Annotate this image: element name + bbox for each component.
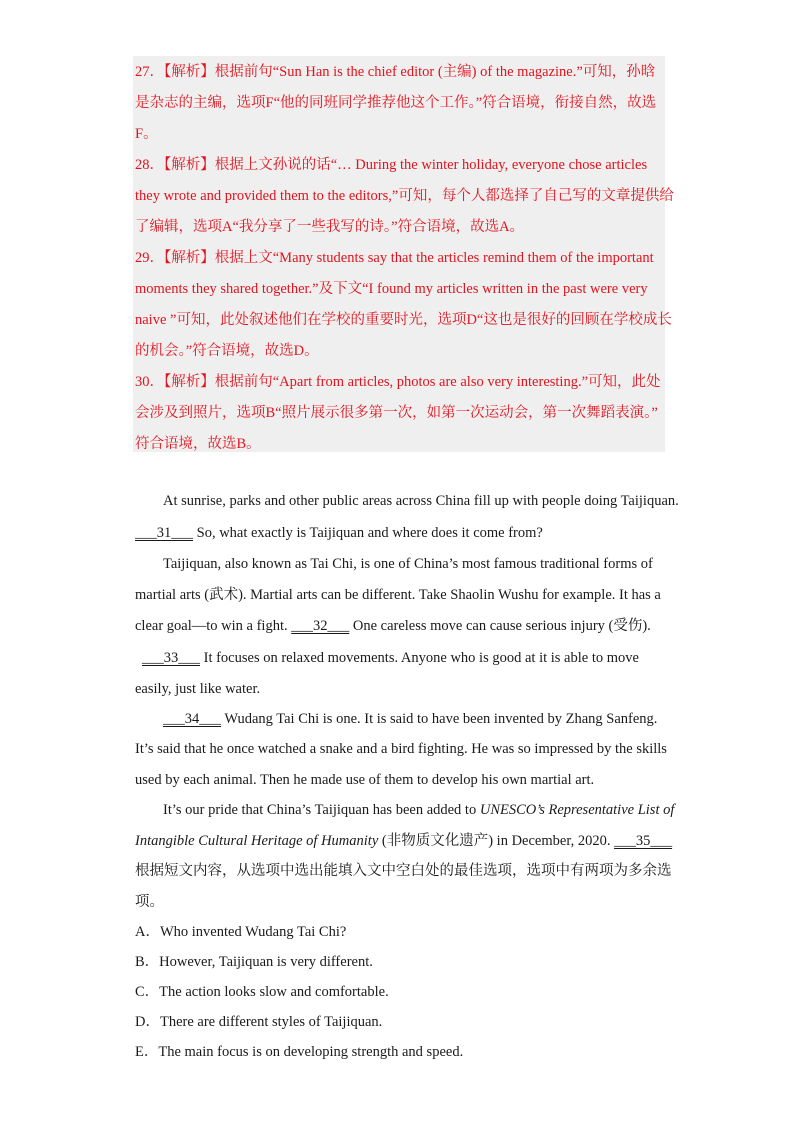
option-b[interactable]: B．However, Taijiquan is very different. (135, 954, 373, 970)
analysis-line: 了编辑，选项A“我分享了一些我写的诗。”符合语境，故选A。 (135, 219, 525, 235)
passage-line (163, 709, 657, 729)
analysis-line: 符合语境，故选B。 (135, 436, 261, 452)
analysis-line: naive ”可知，此处叙述他们在学校的重要时光，选项D“这也是很好的回顾在学校成长 (135, 312, 672, 328)
passage-line (142, 648, 639, 668)
passage-line (135, 616, 651, 636)
instruction-line: 根据短文内容，从选项中选出能填入文中空白处的最佳选项，选项中有两项为多余选 (135, 863, 672, 879)
analysis-line: they wrote and provided them to the editors,”可知，每个人都选择了自己写的文章提供给 (135, 188, 674, 204)
passage-line: martial arts (武术). Martial arts can be different. Take Shaolin Wushu for example. It has a (135, 587, 661, 603)
blank-32[interactable]: ___32___ (291, 618, 350, 634)
analysis-line: 29．【解析】根据上文“Many students say that the articles remind them of the important (135, 250, 654, 266)
passage-line (135, 831, 672, 851)
analysis-line: 28．【解析】根据上文孙说的话“… During the winter holiday, everyone chose articles (135, 157, 648, 173)
passage-text: It’s our pride that China’s Taijiquan has been added to (163, 802, 480, 818)
analysis-line: F。 (135, 126, 158, 142)
passage-line: It’s said that he once watched a snake and a bird fighting. He was so impressed by the skills (135, 741, 667, 757)
option-a[interactable]: A．Who invented Wudang Tai Chi? (135, 924, 347, 940)
passage-line: used by each animal. Then he made use of them to develop his own martial art. (135, 772, 595, 788)
passage-line (163, 800, 674, 820)
option-c[interactable]: C．The action looks slow and comfortable. (135, 984, 389, 1000)
passage-line: Taijiquan, also known as Tai Chi, is one of China’s most famous traditional forms of (163, 556, 653, 572)
passage-line (135, 523, 543, 543)
option-e[interactable]: E．The main focus is on developing strength and speed. (135, 1044, 464, 1060)
passage-text: clear goal—to win a fight. (135, 618, 292, 634)
option-d[interactable]: D．There are different styles of Taijiquan. (135, 1014, 383, 1030)
analysis-line: 30．【解析】根据前句“Apart from articles, photos are also very interesting.”可知，此处 (135, 374, 661, 390)
blank-34[interactable]: ___34___ (163, 711, 221, 727)
blank-33[interactable]: ___33___ (142, 650, 200, 666)
passage-text: (非物质文化遗产) in December, 2020. (378, 833, 615, 849)
passage-text: So, what exactly is Taijiquan and where does it come from? (193, 525, 543, 541)
passage-text: One careless move can cause serious injury (受伤). (349, 618, 651, 634)
passage-text: It focuses on relaxed movements. Anyone who is good at it is able to move (200, 650, 639, 666)
instruction-line: 项。 (135, 894, 164, 910)
analysis-line: 会涉及到照片，选项B“照片展示很多第一次，如第一次运动会，第一次舞蹈表演。” (135, 405, 658, 421)
analysis-line: 是杂志的主编，选项F“他的同班同学推荐他这个工作。”符合语境，衔接自然，故选 (135, 95, 657, 111)
passage-italic-text: UNESCO’s Representative List of (479, 802, 675, 818)
passage-text: Wudang Tai Chi is one. It is said to have been invented by Zhang Sanfeng. (221, 711, 658, 727)
blank-35[interactable]: ___35___ (614, 833, 673, 849)
passage-italic-text: Intangible Cultural Heritage of Humanity (135, 833, 379, 849)
analysis-line: 27．【解析】根据前句“Sun Han is the chief editor (主编) of the magazine.”可知，孙晗 (135, 64, 656, 80)
blank-31[interactable]: ___31___ (135, 525, 193, 541)
analysis-line: 的机会。”符合语境，故选D。 (135, 343, 319, 359)
passage-line: easily, just like water. (135, 681, 261, 697)
analysis-line: moments they shared together.”及下文“I found my articles written in the past were very (135, 281, 648, 297)
passage-line: At sunrise, parks and other public areas across China fill up with people doing Taijiquan. (163, 493, 679, 509)
